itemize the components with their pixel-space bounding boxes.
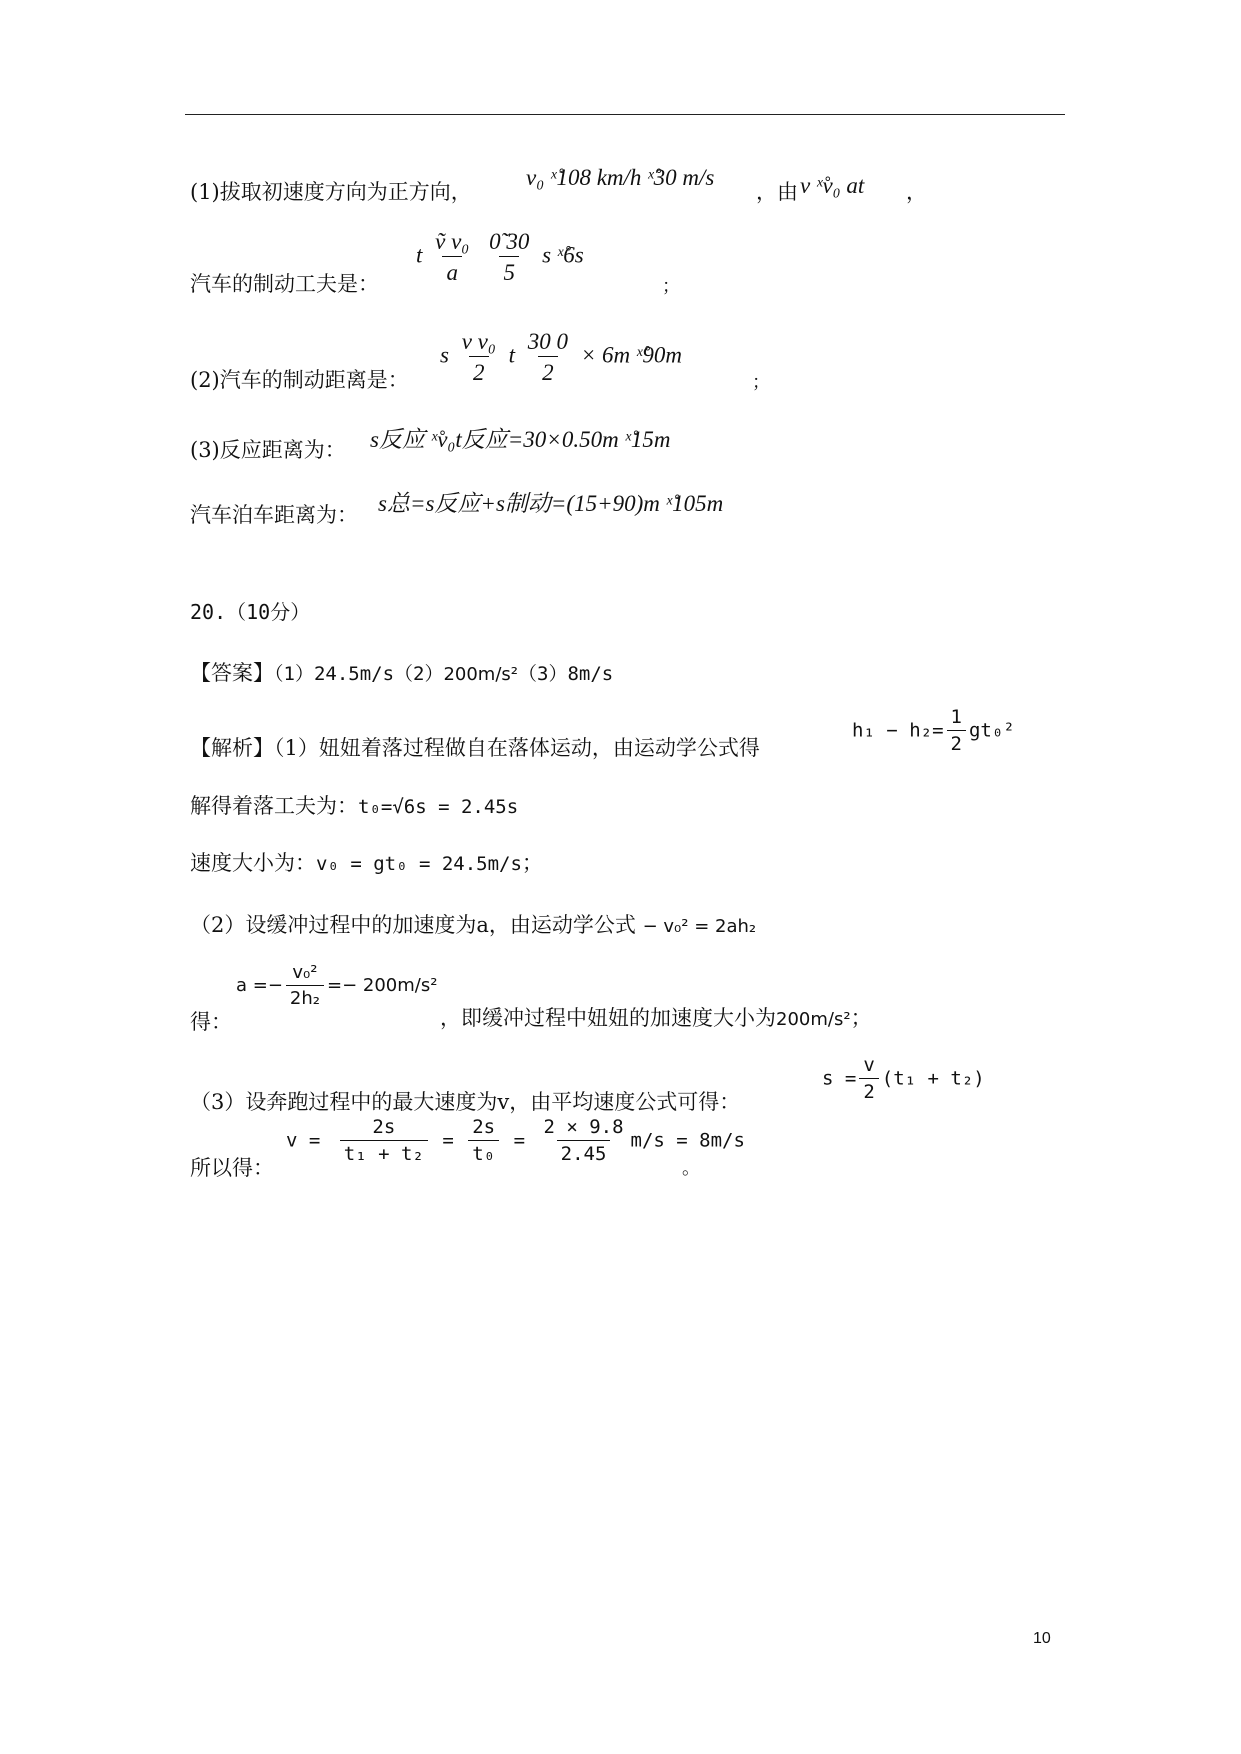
speed-end: ； [521, 851, 543, 875]
p20-final-eq [286, 1118, 745, 1164]
answer-label: 【答案】 [190, 661, 274, 685]
sol19-p3-eq: s反应 ˣ̊v₀t反应=30×0.50m ˣ̊15m [370, 427, 671, 452]
frac-numerator: 1 [950, 706, 962, 728]
frac-denominator: 2h₂ [286, 985, 324, 1008]
eq-h-lhs: h₁ − h₂= [852, 719, 944, 742]
page-number: 10 [1033, 1630, 1051, 1647]
p20-de-eq [236, 964, 437, 1008]
p20-de-tail [440, 1008, 872, 1029]
final-lhs: v = [286, 1129, 321, 1152]
p20-analysis-1 [190, 738, 760, 759]
final-eq2: = [513, 1129, 526, 1152]
sol19-p2-mid: t [508, 342, 516, 368]
sol19-p1-mid: ，由 [756, 180, 798, 204]
frac-denominator: t₀ [468, 1140, 499, 1164]
part3-rhs: (t₁ + t₂) [881, 1067, 985, 1090]
sol19-p2-label: (2)汽车的制动距离是： [190, 368, 409, 392]
frac-denominator: 5 [499, 256, 519, 284]
frac-denominator: a [442, 256, 462, 284]
p20-eq-h [852, 708, 1015, 754]
sol19-p2-frac2 [524, 330, 572, 384]
p20-answer [190, 663, 613, 684]
sol19-t-frac1 [431, 230, 473, 284]
frac-numerator: 2 × 9.8 [543, 1116, 624, 1138]
part3-frac [859, 1056, 878, 1102]
speed-label: 速度大小为： [190, 851, 316, 875]
sol19-p1-label: (1)拔取初速度方向为正方向， [190, 180, 472, 204]
sol19-p1-eq1: v₀ ˣ̊108 km/h ˣ̊30 m/s [526, 165, 715, 190]
sol19-p2-lhs: s [440, 342, 449, 368]
sol19-total-label: 汽车泊车距离为： [190, 503, 358, 527]
sol19-p1-eq2: v ˣ̊v₀ at [800, 173, 865, 198]
frac-numerator: 2s [472, 1116, 496, 1138]
sol19-p2-eq [440, 330, 682, 384]
sol19-t-end: ； [662, 276, 680, 297]
p20-final-end: 。 [682, 1158, 700, 1179]
final-frac3 [539, 1118, 627, 1164]
frac-numerator: v [863, 1054, 875, 1076]
p20-final-label: 所以得： [190, 1156, 274, 1180]
sol19-p2-end: ； [752, 372, 770, 393]
frac-numerator: 0̃ 30 [489, 229, 530, 254]
p20-part3: （3）设奔跑过程中的最大速度为v，由平均速度公式可得： [190, 1090, 741, 1114]
header-rule [185, 114, 1065, 115]
sol19-t-frac2 [485, 230, 533, 284]
frac-numerator: v v₀ [461, 329, 496, 354]
final-rhs: m/s = 8m/s [630, 1129, 745, 1152]
sol19-t-rhs: s ˣ̊6s [542, 242, 584, 268]
eq-h-frac [947, 708, 966, 754]
p20-solve [190, 796, 518, 817]
part2-text: （2）设缓冲过程中的加速度为a，由运动学公式 [190, 913, 636, 937]
sol19-p2-rhs: × 6m ˣ̊90m [580, 342, 682, 368]
frac-denominator: 2 [859, 1078, 878, 1102]
frac-numerator: ṽ v₀ [435, 229, 470, 254]
frac-numerator: 2s [372, 1116, 396, 1138]
frac-denominator: 2 [469, 356, 489, 384]
de-rhs: =− 200m/s² [327, 975, 438, 996]
frac-denominator: t₁ + t₂ [340, 1140, 428, 1164]
solve-label: 解得着落工夫为： [190, 794, 358, 818]
sol19-p3-label: (3)反应距离为： [190, 438, 346, 462]
de-lhs: a =− [236, 975, 283, 996]
final-eq1: = [442, 1129, 454, 1152]
p20-part3-eq [822, 1056, 985, 1102]
p20-de-label: 得： [190, 1010, 232, 1034]
frac-denominator: 2.45 [557, 1140, 611, 1164]
analysis-text: （1）妞妞着落过程做自在落体运动，由运动学公式得 [274, 736, 760, 760]
sol19-t-eq [416, 230, 584, 284]
solve-eq: t₀=√6s = 2.45s [358, 796, 519, 818]
analysis-label: 【解析】 [190, 736, 274, 760]
frac-numerator: 30 0 [527, 329, 569, 354]
frac-denominator: 2 [947, 730, 966, 754]
final-frac2 [468, 1118, 499, 1164]
sol19-t-label: 汽车的制动工夫是： [190, 272, 379, 296]
sol19-p1 [190, 182, 472, 203]
de-text: ，即缓冲过程中妞妞的加速度大小为 [440, 1006, 776, 1030]
sol19-t-lhs: t [416, 242, 423, 268]
frac-numerator: v₀² [292, 962, 318, 983]
de-value: 200m/s² [776, 1009, 851, 1030]
de-end: ； [850, 1006, 872, 1030]
final-frac1 [340, 1118, 428, 1164]
sol19-p2-frac1 [458, 330, 500, 384]
p20-speed [190, 853, 543, 874]
p20-heading: 20.（10分） [190, 600, 311, 624]
answer-part2: 200m/s² [443, 664, 519, 685]
answer-part1: （1）24.5m/s（2） [274, 663, 444, 685]
speed-eq: v₀ = gt₀ = 24.5m/s [316, 853, 522, 875]
de-frac [286, 964, 324, 1008]
p20-part2 [190, 915, 756, 936]
sol19-total-eq: s总=s反应+s制动=(15+90)m ˣ̊105m [378, 491, 724, 516]
answer-part3: （3）8m/s [518, 663, 614, 685]
sol19-p1-end: ， [906, 180, 927, 204]
frac-denominator: 2 [538, 356, 558, 384]
part3-lhs: s = [822, 1067, 857, 1090]
eq-h-rhs: gt₀² [968, 719, 1015, 742]
part2-eq: − v₀² = 2ah₂ [642, 916, 757, 937]
